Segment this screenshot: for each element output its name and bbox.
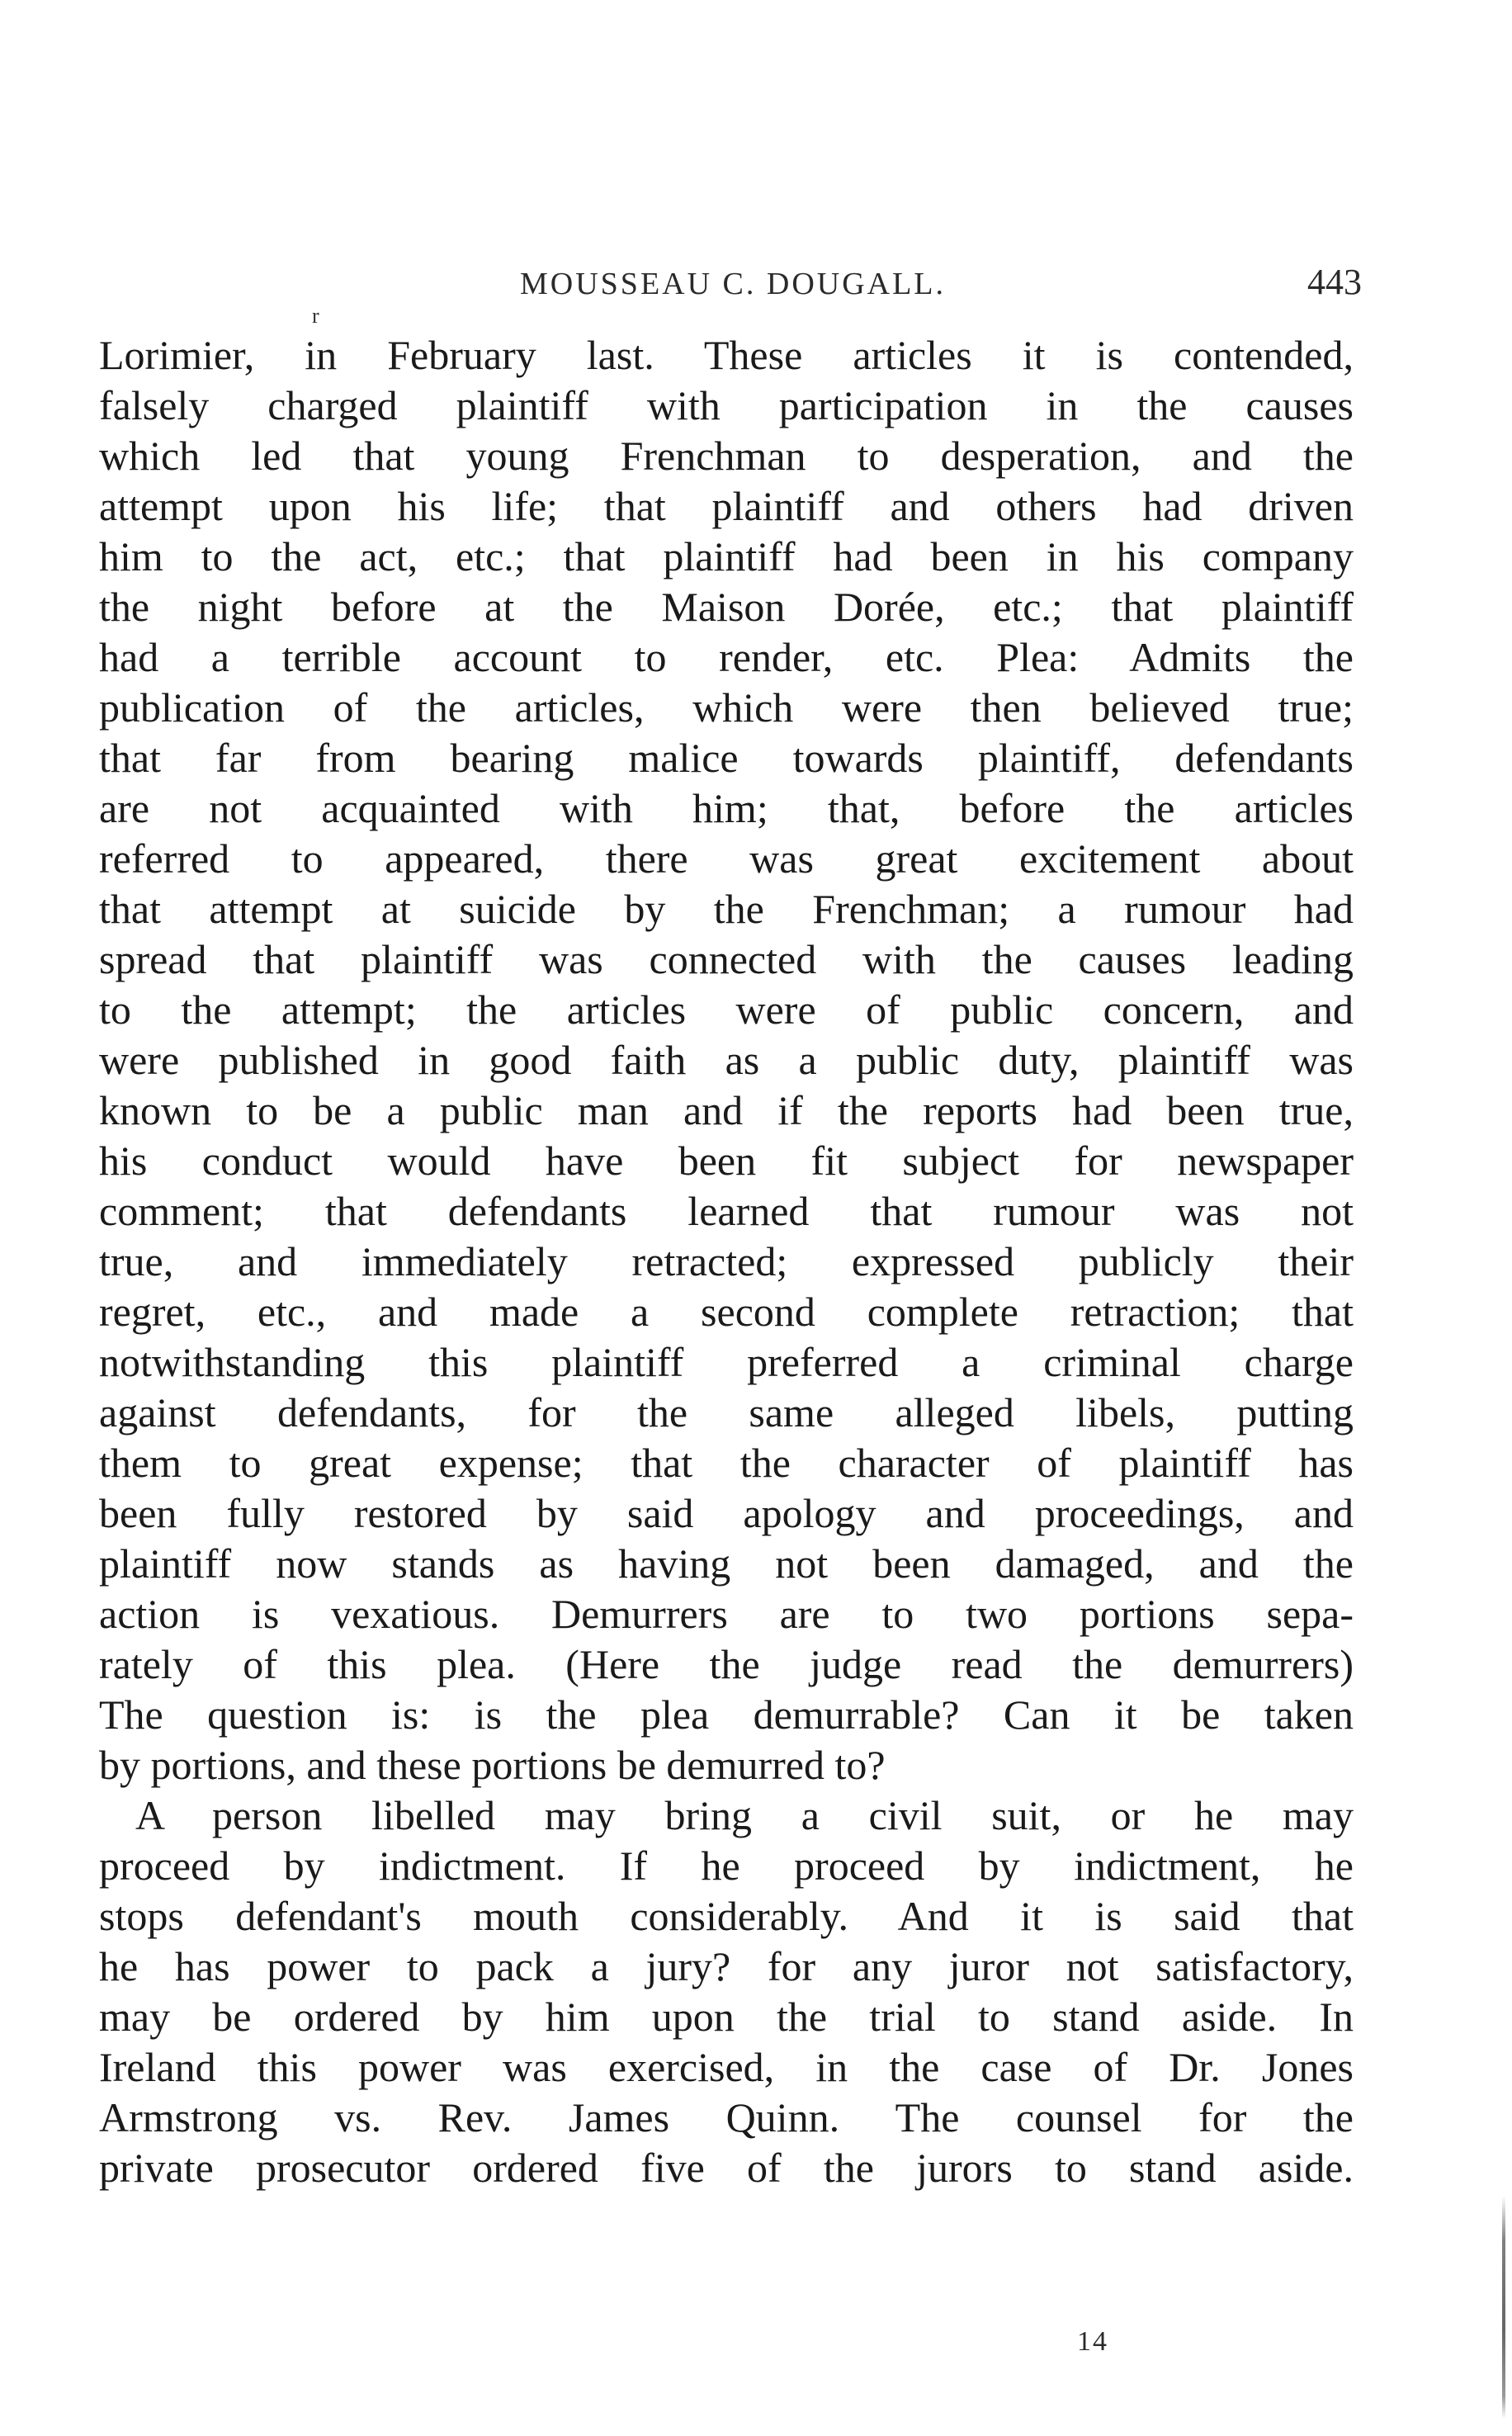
page-number: 443 — [1307, 262, 1362, 302]
text-line: to the attempt; the articles were of public concern, and — [99, 986, 1354, 1033]
text-line: spread that plaintiff was connected with the causes leading — [99, 936, 1354, 982]
text-line: by portions, and these portions be demurred to? — [99, 1742, 886, 1788]
text-line: that attempt at suicide by the Frenchman; a rumour had — [99, 886, 1354, 932]
text-line: action is vexatious. Demurrers are to two portions sepa- — [99, 1591, 1354, 1637]
signature-mark: 14 — [1077, 2326, 1108, 2357]
body-text — [99, 330, 1354, 2193]
text-line: publication of the articles, which were then believed true; — [99, 684, 1354, 731]
text-line: referred to appeared, there was great excitement about — [99, 835, 1354, 882]
text-line: his conduct would have been fit subject for newspaper — [99, 1138, 1354, 1184]
text-line: Armstrong vs. Rev. James Quinn. The counsel for the — [99, 2094, 1354, 2140]
text-line: Ireland this power was exercised, in the case of Dr. Jones — [99, 2044, 1354, 2090]
text-line: plaintiff now stands as having not been damaged, and the — [99, 1540, 1354, 1587]
text-line: may be ordered by him upon the trial to stand aside. In — [99, 1994, 1354, 2040]
running-head — [99, 262, 1362, 315]
text-line: stops defendant's mouth considerably. And it is said that — [99, 1893, 1354, 1939]
text-line: been fully restored by said apology and proceedings, and — [99, 1490, 1354, 1536]
text-line: he has power to pack a jury? for any juror not satisfactory, — [99, 1943, 1354, 1989]
text-line: private prosecutor ordered five of the jurors to stand aside. — [99, 2145, 1354, 2191]
text-line: him to the act, etc.; that plaintiff had been in his company — [99, 533, 1354, 579]
paragraph-new — [99, 1790, 1354, 2193]
text-line: known to be a public man and if the reports had been true, — [99, 1087, 1354, 1133]
text-line: that far from bearing malice towards plaintiff, defendants — [99, 735, 1354, 781]
text-line: had a terrible account to render, etc. Plea: Admits the — [99, 634, 1354, 680]
text-line: them to great expense; that the character of plaintiff has — [99, 1440, 1354, 1486]
text-line: A person libelled may bring a civil suit, or he may — [135, 1792, 1354, 1838]
text-line: which led that young Frenchman to desperation, and the — [99, 433, 1354, 479]
text-line: are not acquainted with him; that, before the articles — [99, 785, 1354, 831]
text-line: against defendants, for the same alleged libels, putting — [99, 1389, 1354, 1436]
text-line: regret, etc., and made a second complete retraction; that — [99, 1289, 1354, 1335]
text-line: Lorimier, in February last. These articles it is contended, — [99, 332, 1354, 378]
text-line: rately of this plea. (Here the judge read the demurrers) — [99, 1641, 1354, 1687]
text-line: were published in good faith as a public duty, plaintiff was — [99, 1037, 1354, 1083]
text-line: proceed by indictment. If he proceed by indictment, he — [99, 1842, 1354, 1889]
text-line: The question is: is the plea demurrable? Can it be taken — [99, 1691, 1354, 1738]
stray-mark: r — [312, 304, 319, 328]
text-line: true, and immediately retracted; expressed publicly their — [99, 1238, 1354, 1284]
text-line: falsely charged plaintiff with participation in the causes — [99, 382, 1354, 428]
text-line: notwithstanding this plaintiff preferred a criminal charge — [99, 1339, 1354, 1385]
text-line: attempt upon his life; that plaintiff and others had driven — [99, 483, 1354, 529]
text-line: comment; that defendants learned that rumour was not — [99, 1188, 1354, 1234]
running-title: MOUSSEAU C. DOUGALL. — [520, 267, 947, 301]
text-line: the night before at the Maison Dorée, etc.; that plaintiff — [99, 584, 1354, 630]
scan-edge-shadow — [1502, 2196, 1505, 2419]
paragraph-continued — [99, 330, 1354, 1790]
